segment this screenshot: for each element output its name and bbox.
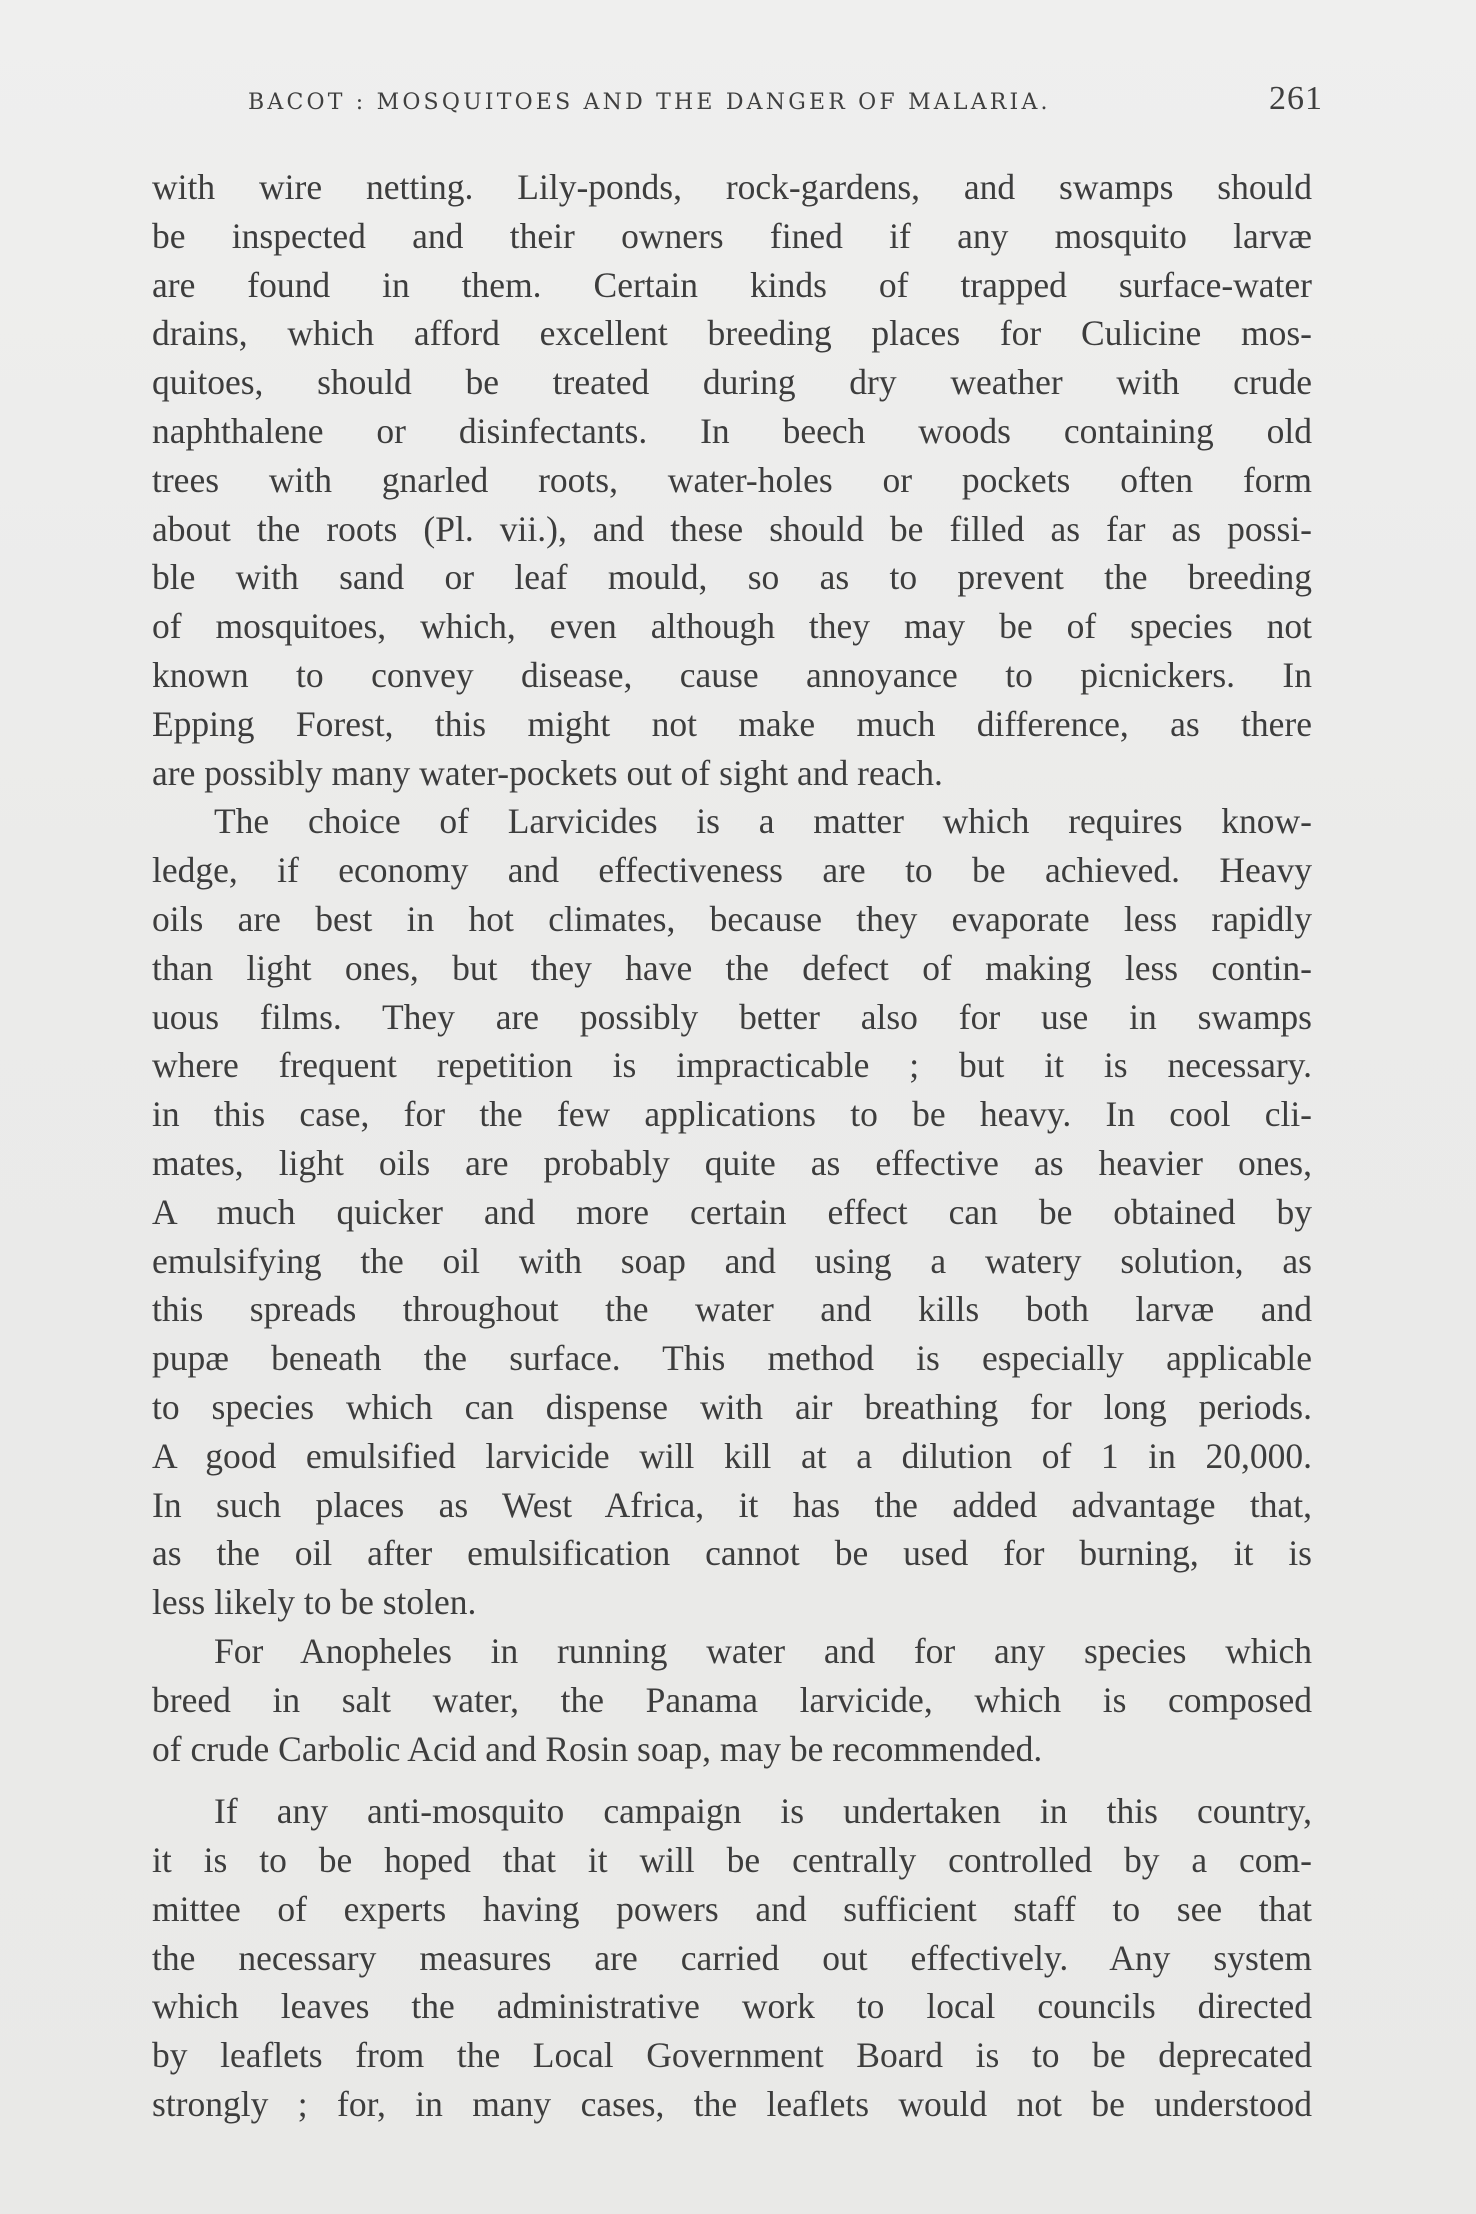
text-line: to species which can dispense with air breathing for long periods.: [152, 1386, 1312, 1427]
text-line: are found in them. Certain kinds of trapped surface-water: [152, 264, 1312, 305]
running-title: BACOT : MOSQUITOES AND THE DANGER OF MALARIA.: [248, 90, 1051, 115]
paragraph: [152, 163, 1312, 797]
text-line: drains, which afford excellent breeding places for Culicine mos-: [152, 313, 1312, 354]
text-line: quitoes, should be treated during dry weather with crude: [152, 362, 1312, 403]
text-line: this spreads throughout the water and kills both larvæ and: [152, 1289, 1312, 1330]
paragraph-gap: [152, 1773, 1312, 1787]
page-number: 261: [1269, 80, 1323, 117]
paragraph: [152, 1787, 1312, 2129]
text-line: uous films. They are possibly better also for use in swamps: [152, 996, 1312, 1037]
text-line: where frequent repetition is impracticable ; but it is necessary.: [152, 1045, 1312, 1086]
paragraph: [152, 1627, 1312, 1773]
text-line: naphthalene or disinfectants. In beech woods containing old: [152, 410, 1312, 451]
text-line: pupæ beneath the surface. This method is especially applicable: [152, 1338, 1312, 1379]
text-line: as the oil after emulsification cannot be used for burning, it is: [152, 1533, 1312, 1574]
body-text: [152, 163, 1312, 2129]
text-line: A much quicker and more certain effect can be obtained by: [152, 1191, 1312, 1232]
text-line: In such places as West Africa, it has the added advantage that,: [152, 1484, 1312, 1525]
text-line: the necessary measures are carried out effectively. Any system: [152, 1937, 1312, 1978]
text-line: it is to be hoped that it will be centrally controlled by a com-: [152, 1840, 1312, 1881]
text-line: ledge, if economy and effectiveness are to be achieved. Heavy: [152, 850, 1312, 891]
text-line: be inspected and their owners fined if any mosquito larvæ: [152, 215, 1312, 256]
text-line: with wire netting. Lily-ponds, rock-gardens, and swamps should: [152, 167, 1312, 207]
text-line: about the roots (Pl. vii.), and these should be filled as far as possi-: [152, 508, 1312, 549]
text-line: A good emulsified larvicide will kill at a dilution of 1 in 20,000.: [152, 1435, 1312, 1476]
text-line: emulsifying the oil with soap and using a watery solution, as: [152, 1240, 1312, 1281]
running-head: [248, 80, 1323, 126]
text-line: of crude Carbolic Acid and Rosin soap, may be recommended.: [152, 1728, 1043, 1769]
text-line: are possibly many water-pockets out of sight and reach.: [152, 752, 943, 793]
text-line: which leaves the administrative work to local councils directed: [152, 1986, 1312, 2027]
text-line: of mosquitoes, which, even although they may be of species not: [152, 606, 1312, 647]
paragraph: [152, 797, 1312, 1627]
text-line: Epping Forest, this might not make much difference, as there: [152, 703, 1312, 744]
text-line: oils are best in hot climates, because they evaporate less rapidly: [152, 898, 1312, 939]
text-line: known to convey disease, cause annoyance to picnickers. In: [152, 654, 1312, 695]
text-line: strongly ; for, in many cases, the leaflets would not be understood: [152, 2084, 1312, 2125]
text-line: by leaflets from the Local Government Board is to be deprecated: [152, 2035, 1312, 2076]
text-line: ble with sand or leaf mould, so as to prevent the breeding: [152, 557, 1312, 598]
text-line: mittee of experts having powers and sufficient staff to see that: [152, 1888, 1312, 1929]
text-line: mates, light oils are probably quite as effective as heavier ones,: [152, 1142, 1312, 1183]
text-line: breed in salt water, the Panama larvicide, which is composed: [152, 1679, 1312, 1720]
text-line: For Anopheles in running water and for any species which: [214, 1630, 1312, 1671]
text-line: less likely to be stolen.: [152, 1582, 477, 1623]
text-line: than light ones, but they have the defect of making less contin-: [152, 947, 1312, 988]
text-line: in this case, for the few applications to be heavy. In cool cli-: [152, 1094, 1312, 1135]
text-line: If any anti-mosquito campaign is undertaken in this country,: [214, 1791, 1312, 1832]
text-line: trees with gnarled roots, water-holes or pockets often form: [152, 459, 1312, 500]
text-line: The choice of Larvicides is a matter which requires know-: [214, 801, 1312, 842]
